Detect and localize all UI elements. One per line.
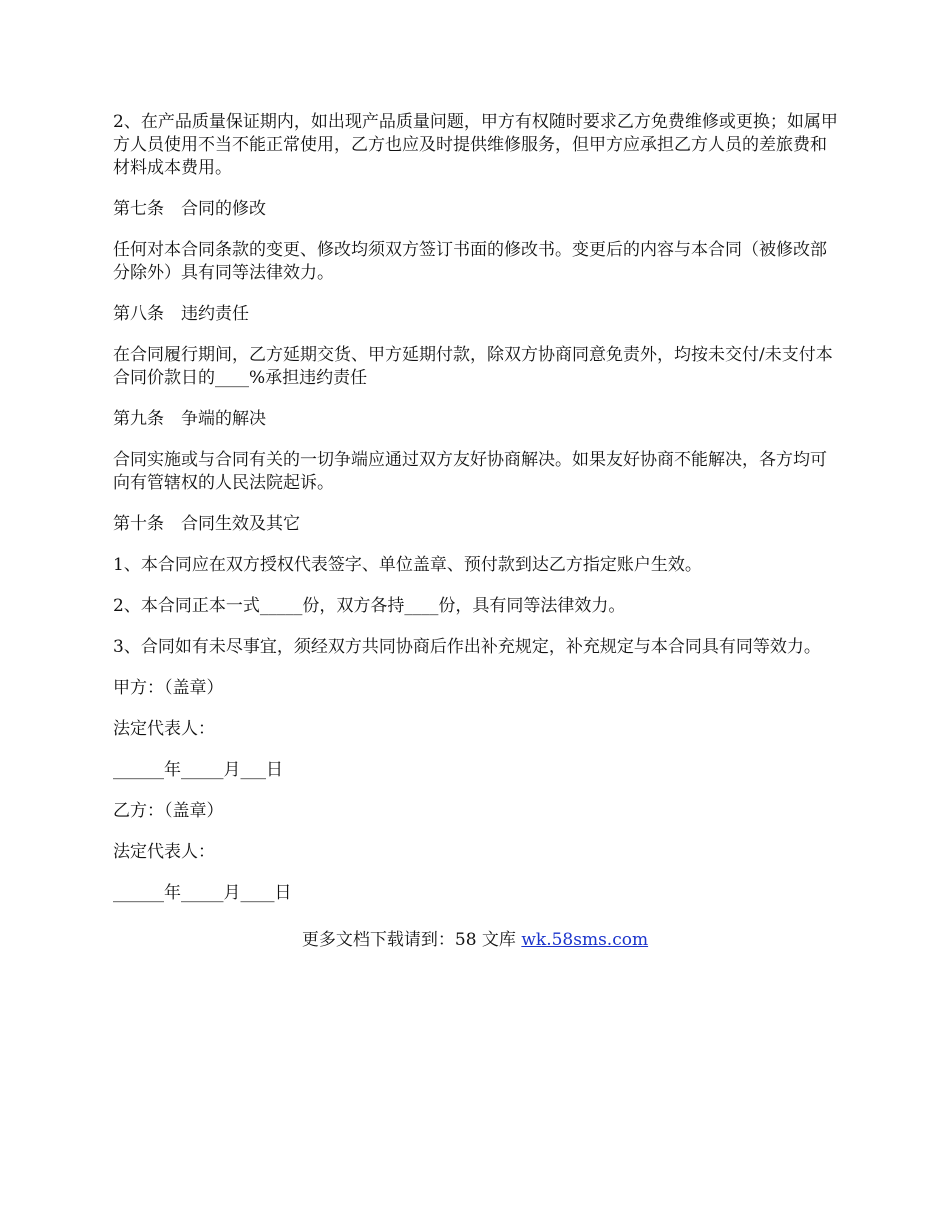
article-7-heading: 第七条 合同的修改 bbox=[113, 199, 266, 219]
article-10-item-3: 3、合同如有未尽事宜，须经双方共同协商后作出补充规定，补充规定与本合同具有同等效力。 bbox=[113, 637, 821, 657]
article-8-heading: 第八条 违约责任 bbox=[113, 304, 249, 324]
party-a-legal-rep: 法定代表人： bbox=[113, 719, 215, 739]
clause-six-item-2: 2、在产品质量保证期内，如出现产品质量问题，甲方有权随时要求乙方免费维修或更换；如属甲方人员使用不当不能正常使用，乙方也应及时提供维修服务，但甲方应承担乙方人员的差旅费和材料成本费用。 bbox=[113, 112, 838, 178]
article-8-text: 在合同履行期间，乙方延期交货、甲方延期付款，除双方协商同意免责外，均按未交付/未支付本合同价款日的____%承担违约责任 bbox=[113, 345, 833, 388]
article-7-text: 任何对本合同条款的变更、修改均须双方签订书面的修改书。变更后的内容与本合同（被修改部分除外）具有同等法律效力。 bbox=[113, 240, 827, 283]
article-10-item-1: 1、本合同应在双方授权代表签字、单位盖章、预付款到达乙方指定账户生效。 bbox=[113, 555, 702, 575]
download-footer bbox=[0, 929, 950, 952]
party-b-seal: 乙方：（盖章） bbox=[113, 801, 224, 821]
party-a-seal: 甲方：（盖章） bbox=[113, 678, 224, 698]
article-9-text: 合同实施或与合同有关的一切争端应通过双方友好协商解决。如果友好协商不能解决，各方均可向有管辖权的人民法院起诉。 bbox=[113, 450, 827, 493]
article-10-heading: 第十条 合同生效及其它 bbox=[113, 514, 300, 534]
party-a-date: ______年_____月___日 bbox=[113, 760, 283, 780]
footer-link[interactable]: wk.58sms.com bbox=[521, 930, 649, 950]
party-b-date: ______年_____月____日 bbox=[113, 883, 292, 903]
footer-prefix: 更多文档下载请到：58 文库 bbox=[301, 930, 522, 950]
article-9-heading: 第九条 争端的解决 bbox=[113, 409, 266, 429]
party-b-legal-rep: 法定代表人： bbox=[113, 842, 215, 862]
document-body bbox=[113, 111, 843, 923]
article-10-item-2: 2、本合同正本一式_____份，双方各持____份，具有同等法律效力。 bbox=[113, 596, 626, 616]
